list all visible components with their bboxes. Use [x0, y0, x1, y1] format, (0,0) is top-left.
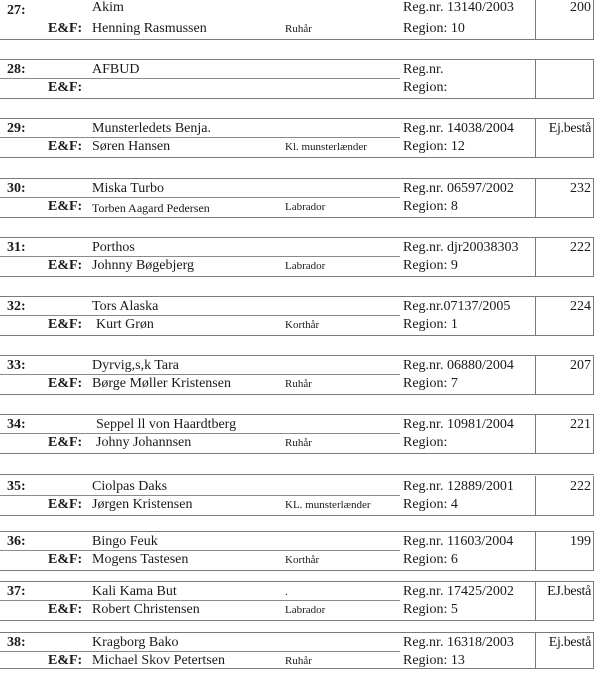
region: Region: [403, 435, 448, 450]
dog-name: Kali Kama But [92, 584, 177, 599]
score-cell-border [593, 414, 594, 453]
dog-name: Dyrvig,s,k Tara [92, 358, 180, 373]
row-rule [0, 78, 400, 79]
region: Region: 7 [403, 376, 458, 391]
region: Region: 5 [403, 602, 458, 617]
ef-label: E&F: [48, 258, 83, 273]
reg-number: Reg.nr. 12889/2001 [403, 479, 514, 494]
row-rule [0, 178, 594, 179]
ef-label: E&F: [48, 199, 83, 214]
score-cell-border [593, 632, 594, 668]
region: Region: 8 [403, 199, 458, 214]
entry-34 [0, 418, 598, 466]
breed: Labrador [285, 201, 326, 213]
entry-35 [0, 480, 598, 528]
owner-name: Mogens Tastesen [92, 552, 189, 567]
entry-36 [0, 535, 598, 583]
owner-name: Henning Rasmussen [92, 21, 207, 36]
row-rule [0, 98, 594, 99]
dog-name: Porthos [92, 240, 135, 255]
row-rule [0, 355, 594, 356]
reg-number: Reg.nr. [403, 62, 444, 77]
ef-label: E&F: [48, 80, 83, 95]
owner-name: Johny Johannsen [96, 435, 192, 450]
ef-label: E&F: [48, 552, 83, 567]
dog-name: AFBUD [92, 62, 140, 77]
score-cell-border [593, 581, 594, 620]
breed: Ruhår [285, 437, 312, 449]
row-rule [0, 217, 594, 218]
owner-name: Børge Møller Kristensen [92, 376, 231, 391]
row-rule [0, 137, 400, 138]
reg-number: Reg.nr. 13140/2003 [403, 0, 514, 15]
owner-name: Torben Aagard Pedersen [92, 201, 210, 215]
region: Region: 13 [403, 653, 465, 668]
reg-number: Reg.nr. 16318/2003 [403, 635, 514, 650]
ef-label: E&F: [48, 653, 83, 668]
entry-30 [0, 182, 598, 230]
entry-38 [0, 636, 598, 684]
row-rule [0, 414, 594, 415]
row-rule [0, 374, 400, 375]
reg-number: Reg.nr. djr20038303 [403, 240, 519, 255]
dog-name: Miska Turbo [92, 181, 164, 196]
score-cell-border [593, 178, 594, 217]
score: 224 [570, 299, 591, 314]
owner-name: Jørgen Kristensen [92, 497, 193, 512]
reg-number: Reg.nr.07137/2005 [403, 299, 511, 314]
start-number: 34: [7, 417, 26, 432]
score: 199 [570, 534, 591, 549]
entry-29 [0, 122, 598, 170]
row-rule [0, 550, 400, 551]
entry-32 [0, 300, 598, 348]
score-cell-border [593, 0, 594, 39]
owner-name: Robert Christensen [92, 602, 200, 617]
row-rule [0, 237, 594, 238]
dog-name: Akim [92, 0, 124, 15]
score: Ej.bestå [548, 121, 591, 136]
score: 221 [570, 417, 591, 432]
start-number: 29: [7, 121, 26, 136]
start-number: 35: [7, 479, 26, 494]
row-rule [0, 256, 400, 257]
region: Region: [403, 80, 448, 95]
start-number: 33: [7, 358, 26, 373]
breed: Korthår [285, 554, 320, 566]
score-cell-border [593, 296, 594, 335]
row-rule [0, 632, 594, 633]
score-cell-border [593, 118, 594, 157]
breed: Ruhår [285, 23, 312, 35]
score-cell-border [593, 355, 594, 394]
ef-label: E&F: [48, 497, 83, 512]
start-number: 30: [7, 181, 26, 196]
dog-name: Seppel ll von Haardtberg [96, 417, 237, 432]
start-number: 38: [7, 635, 26, 650]
row-rule [0, 531, 594, 532]
row-rule [0, 59, 594, 60]
row-rule [0, 197, 400, 198]
score: 232 [570, 181, 591, 196]
entry-33 [0, 359, 598, 407]
breed: Ruhår [285, 378, 312, 390]
row-rule [0, 453, 594, 454]
score: Ej.bestå [548, 635, 591, 650]
breed: Labrador [285, 604, 326, 616]
row-rule [0, 118, 594, 119]
row-rule [0, 433, 400, 434]
owner-name: Søren Hansen [92, 139, 171, 154]
ef-label: E&F: [48, 376, 83, 391]
breed: Kl. munsterlænder [285, 141, 367, 153]
score-cell-border [593, 531, 594, 570]
row-rule [0, 394, 594, 395]
row-rule [0, 620, 594, 621]
region: Region: 9 [403, 258, 458, 273]
row-rule [0, 315, 400, 316]
reg-number: Reg.nr. 11603/2004 [403, 534, 514, 549]
row-rule [0, 570, 594, 571]
breed: Ruhår [285, 655, 312, 667]
entry-31 [0, 241, 598, 289]
dog-name: Bingo Feuk [92, 534, 158, 549]
ef-label: E&F: [48, 602, 83, 617]
score-cell-border [535, 59, 536, 98]
start-number: 28: [7, 62, 26, 77]
score: 222 [570, 240, 591, 255]
reg-number: Reg.nr. 06597/2002 [403, 181, 514, 196]
row-rule [0, 296, 594, 297]
row-rule [0, 335, 594, 336]
start-number: 27: [7, 3, 26, 18]
score-cell-border [593, 476, 594, 515]
breed: Labrador [285, 260, 326, 272]
score: 200 [570, 0, 591, 15]
row-rule [0, 39, 594, 40]
region: Region: 4 [403, 497, 458, 512]
start-number: 37: [7, 584, 26, 599]
dog-name: Munsterledets Benja. [92, 121, 211, 136]
breed: KL. munsterlænder [285, 499, 371, 511]
row-rule [0, 157, 594, 158]
start-number: 31: [7, 240, 26, 255]
ef-label: E&F: [48, 139, 83, 154]
breed: Korthår [285, 319, 320, 331]
entry-28 [0, 63, 598, 111]
reg-number: Reg.nr. 17425/2002 [403, 584, 514, 599]
row-rule [0, 474, 594, 475]
dog-name: Ciolpas Daks [92, 479, 168, 494]
row-rule [0, 495, 400, 496]
owner-name: Michael Skov Petertsen [92, 653, 225, 668]
score: 222 [570, 479, 591, 494]
entry-27 [0, 0, 598, 52]
row-rule [0, 600, 400, 601]
ef-label: E&F: [48, 21, 83, 36]
dog-name: Tors Alaska [92, 299, 159, 314]
score: EJ.bestå [547, 584, 591, 599]
entry-37 [0, 585, 598, 633]
row-rule [0, 515, 594, 516]
region: Region: 10 [403, 21, 465, 36]
reg-number: Reg.nr. 10981/2004 [403, 417, 514, 432]
score-cell-border [593, 237, 594, 276]
row-rule [0, 668, 594, 669]
ef-label: E&F: [48, 435, 83, 450]
dog-name: Kragborg Bako [92, 635, 179, 650]
owner-name: Johnny Bøgebjerg [92, 258, 195, 273]
row-rule [0, 651, 400, 652]
stray-mark: . [285, 586, 288, 598]
region: Region: 12 [403, 139, 465, 154]
row-rule [0, 276, 594, 277]
owner-name: Kurt Grøn [96, 317, 154, 332]
score-cell-border [593, 59, 594, 98]
region: Region: 6 [403, 552, 458, 567]
start-number: 36: [7, 534, 26, 549]
reg-number: Reg.nr. 14038/2004 [403, 121, 514, 136]
ef-label: E&F: [48, 317, 83, 332]
row-rule [0, 581, 594, 582]
region: Region: 1 [403, 317, 458, 332]
score: 207 [570, 358, 591, 373]
start-number: 32: [7, 299, 26, 314]
reg-number: Reg.nr. 06880/2004 [403, 358, 514, 373]
